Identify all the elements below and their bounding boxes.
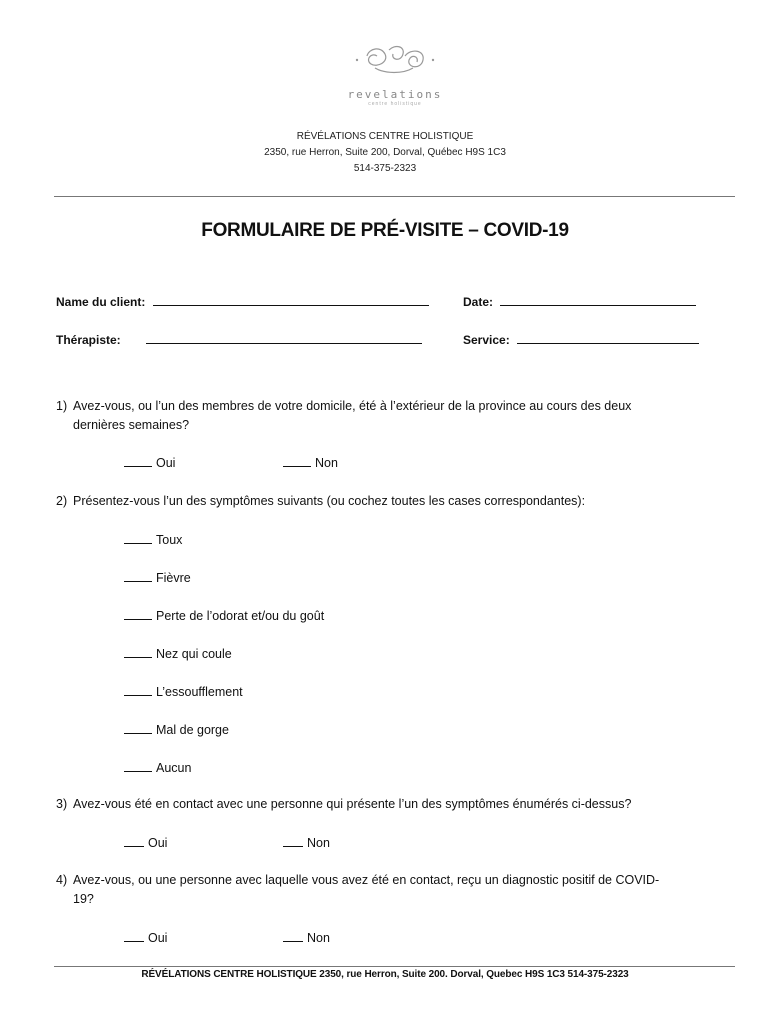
option-label: Non — [315, 456, 338, 470]
symptom-label: Perte de l’odorat et/ou du goût — [156, 609, 325, 623]
symptom-label: Nez qui coule — [156, 647, 232, 661]
q3-option-non[interactable] — [283, 834, 330, 850]
option-label: Non — [307, 836, 330, 850]
symptom-odorat-gout[interactable] — [124, 607, 324, 623]
symptom-essoufflement[interactable] — [124, 683, 243, 699]
org-address: 2350, rue Herron, Suite 200, Dorval, Québec H9S 1C3 — [264, 147, 506, 158]
service-field[interactable] — [463, 332, 699, 347]
therapist-blank[interactable] — [146, 332, 422, 344]
symptom-toux[interactable] — [124, 531, 182, 547]
logo-wordmark: revelations — [347, 88, 443, 101]
symptom-fievre[interactable] — [124, 569, 191, 585]
client-blank[interactable] — [153, 294, 429, 306]
q4-option-non[interactable] — [283, 929, 330, 945]
option-label: Oui — [156, 456, 176, 470]
therapist-label: Thérapiste: — [56, 333, 121, 347]
service-blank[interactable] — [517, 332, 699, 344]
question-text: Avez-vous été en contact avec une personne qui présente l’un des symptômes énumérés ci-dessus? — [73, 797, 632, 811]
service-label: Service: — [463, 333, 510, 347]
date-field[interactable] — [463, 294, 696, 309]
question-2 — [56, 492, 726, 511]
question-text: Présentez-vous l’un des symptômes suivants (ou cochez toutes les cases correspondantes): — [73, 494, 586, 508]
question-text: Avez-vous, ou l’un des membres de votre domicile, été à l’extérieur de la province au cours des deux — [73, 399, 632, 413]
option-label: Oui — [148, 931, 168, 945]
form-title: FORMULAIRE DE PRÉ-VISITE – COVID-19 — [201, 220, 569, 241]
org-name: RÉVÉLATIONS CENTRE HOLISTIQUE — [296, 131, 474, 142]
question-number: 1) — [56, 399, 68, 413]
symptom-nez-qui-coule[interactable] — [124, 645, 232, 661]
symptom-label: Fièvre — [156, 571, 191, 585]
option-label: Non — [307, 931, 330, 945]
question-text-continued: 19? — [73, 892, 94, 906]
symptom-label: Aucun — [156, 761, 192, 775]
symptom-label: Mal de gorge — [156, 723, 229, 737]
symptom-mal-de-gorge[interactable] — [124, 721, 229, 737]
therapist-field[interactable] — [56, 332, 422, 347]
footer-text: RÉVÉLATIONS CENTRE HOLISTIQUE 2350, rue Herron, Suite 200. Dorval, Quebec H9S 1C3 514-375-2323 — [141, 969, 629, 980]
question-number: 3) — [56, 797, 68, 811]
date-label: Date: — [463, 295, 494, 309]
q1-option-oui[interactable] — [124, 454, 175, 470]
date-blank[interactable] — [500, 294, 696, 306]
symptom-label: Toux — [156, 533, 183, 547]
client-field[interactable] — [56, 294, 429, 309]
q4-option-oui[interactable] — [124, 929, 167, 945]
question-4 — [56, 871, 726, 909]
question-text: Avez-vous, ou une personne avec laquelle vous avez été en contact, reçu un diagnostic positif de COVID- — [73, 873, 660, 887]
q1-option-non[interactable] — [283, 454, 338, 470]
option-label: Oui — [148, 836, 168, 850]
client-label: Name du client: — [56, 295, 146, 309]
header-divider — [54, 196, 735, 197]
symptom-aucun[interactable] — [124, 759, 191, 775]
q3-option-oui[interactable] — [124, 834, 167, 850]
question-number: 4) — [56, 873, 68, 887]
question-3 — [56, 795, 726, 814]
question-number: 2) — [56, 494, 68, 508]
logo-tagline: centre holistique — [368, 101, 422, 107]
question-1 — [56, 397, 726, 435]
question-text-continued: dernières semaines? — [73, 418, 190, 432]
footer-divider — [54, 966, 735, 967]
org-phone: 514-375-2323 — [353, 163, 417, 174]
symptom-label: L’essoufflement — [156, 685, 243, 699]
